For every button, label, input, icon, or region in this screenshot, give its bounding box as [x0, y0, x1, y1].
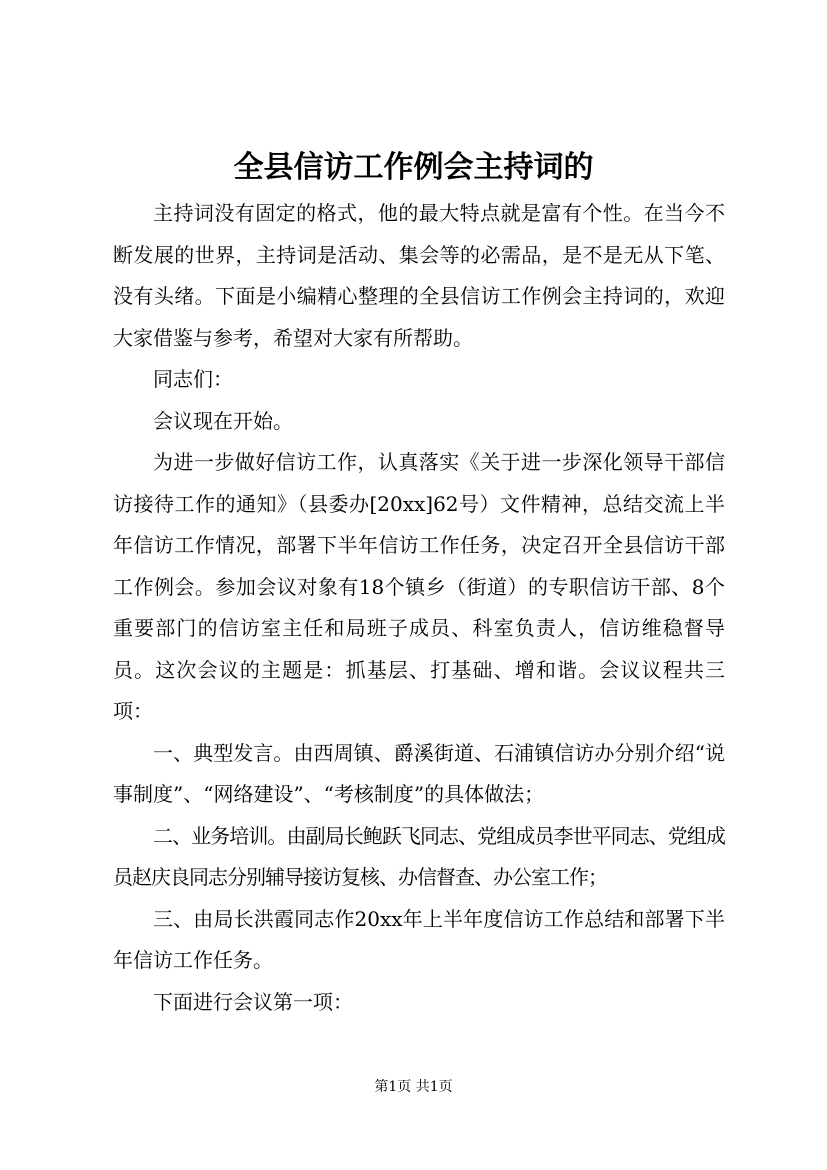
agenda-item-1: 一、典型发言。由西周镇、爵溪街道、石浦镇信访办分别介绍“说事制度”、“网络建设”、“考核制度”的具体做法； — [113, 740, 725, 806]
intro-paragraph: 主持词没有固定的格式，他的最大特点就是富有个性。在当今不断发展的世界，主持词是活动、集会等的必需品，是不是无从下笔、没有头绪。下面是小编精心整理的全县信访工作例会主持词的，欢迎大家借鉴与参考，希望对大家有所帮助。 — [113, 201, 725, 350]
next-item-paragraph: 下面进行会议第一项： — [153, 989, 353, 1014]
page-footer: 第1页 共1页 — [374, 1079, 453, 1095]
document-title: 全县信访工作例会主持词的 — [233, 150, 594, 185]
agenda-item-2: 二、业务培训。由副局长鲍跃飞同志、党组成员李世平同志、党组成员赵庆良同志分别辅导接访复核、办信督查、办公室工作； — [113, 823, 725, 889]
purpose-paragraph: 为进一步做好信访工作，认真落实《关于进一步深化领导干部信访接待工作的通知》（县委办[20xx]62号）文件精神，总结交流上半年信访工作情况，部署下半年信访工作任务，决定召开全县信访干部工作例会。参加会议对象有18个镇乡（街道）的专职信访干部、8个重要部门的信访室主任和局班子成员、科室负责人，信访维稳督导员。这次会议的主题是：抓基层、打基础、增和谐。会议议程共三项： — [113, 450, 725, 723]
salutation-paragraph: 同志们： — [153, 367, 233, 391]
document-body — [113, 193, 725, 1023]
agenda-item-3: 三、由局长洪霞同志作20xx年上半年度信访工作总结和部署下半年信访工作任务。 — [113, 906, 725, 972]
opening-paragraph: 会议现在开始。 — [153, 408, 293, 433]
